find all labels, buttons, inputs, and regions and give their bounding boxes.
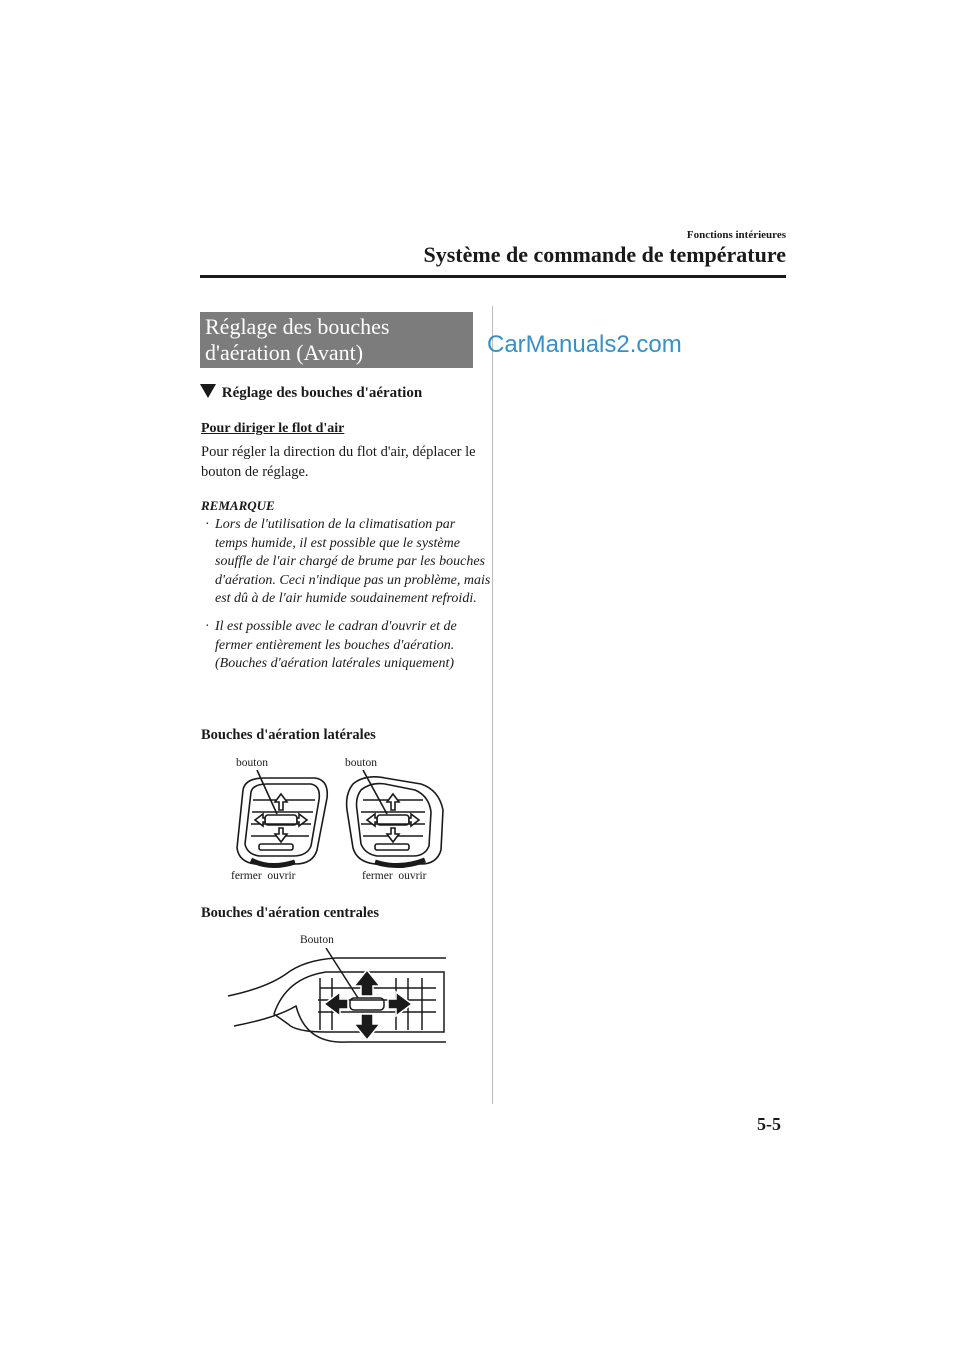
section-banner	[200, 312, 473, 368]
note-item	[201, 618, 491, 674]
subheading-text: Réglage des bouches d'aération	[221, 385, 423, 401]
section-name: Fonctions intérieures	[686, 229, 786, 241]
side-vents-heading: Bouches d'aération latérales	[201, 727, 376, 743]
note-item	[201, 516, 491, 609]
label-dial-right: fermer ouvrir	[362, 870, 427, 882]
side-vents-illustration	[225, 770, 455, 870]
note-item-text: Lors de l'utilisation de la climatisation par temps humide, il est possible que le système souffle de l'air chargé de brume par les bouches d'aération. Ceci n'indique pas un problème, mais est dû à de l'air humide soudainement refroidi.	[215, 517, 491, 607]
subheading	[200, 384, 422, 402]
note-list	[201, 516, 491, 683]
column-divider	[492, 306, 493, 1104]
instruction-paragraph: Pour régler la direction du flot d'air, déplacer le bouton de réglage.	[201, 444, 476, 480]
label-dial-left: fermer ouvrir	[231, 870, 296, 882]
page-title: Système de commande de température	[423, 242, 786, 267]
page-number: 5-5	[757, 1114, 781, 1134]
center-vent-illustration	[226, 948, 448, 1048]
banner-line-2: d'aération (Avant)	[205, 340, 364, 365]
triangle-down-icon	[200, 384, 216, 398]
label-knob-right: bouton	[345, 757, 377, 769]
note-item-text: Il est possible avec le cadran d'ouvrir et de fermer entièrement les bouches d'aération. (Bouches d'aération latérales uniquement)	[215, 618, 457, 672]
center-vents-heading: Bouches d'aération centrales	[201, 905, 380, 921]
bullet-icon: ·	[205, 517, 210, 532]
watermark: CarManuals2.com	[487, 331, 682, 358]
label-knob-center: Bouton	[300, 934, 334, 946]
underlined-heading: Pour diriger le flot d'air	[201, 421, 345, 436]
note-title: REMARQUE	[201, 498, 275, 513]
label-knob-left: bouton	[236, 757, 268, 769]
header-rule	[200, 275, 786, 278]
banner-line-1: Réglage des bouches	[205, 314, 390, 339]
bullet-icon: ·	[205, 618, 210, 634]
